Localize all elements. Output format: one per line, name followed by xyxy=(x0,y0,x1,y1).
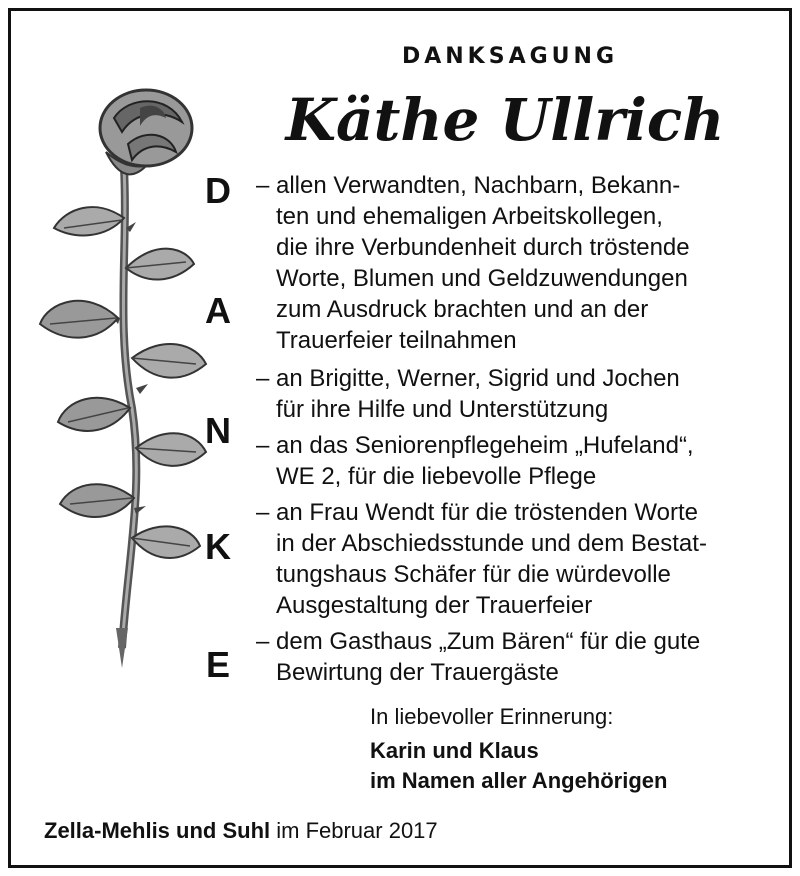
entry-dash: – xyxy=(256,432,270,459)
signature-names: Karin und Klaus xyxy=(370,738,539,763)
entry-line: WE 2, für die liebevolle Pflege xyxy=(276,463,597,490)
notice-heading: DANKSAGUNG xyxy=(401,44,618,69)
thanks-entry-relatives xyxy=(256,170,776,356)
closing-phrase: In liebevoller Erinnerung: xyxy=(370,704,614,729)
entry-dash: – xyxy=(256,499,270,526)
entry-line: für ihre Hilfe und Unterstützung xyxy=(276,396,609,423)
thanks-entry-care-home xyxy=(256,430,776,492)
rose-illustration xyxy=(36,88,216,688)
acrostic-letter-e: E xyxy=(205,644,230,685)
entry-line: zum Ausdruck brachten und an der xyxy=(276,296,649,323)
entry-dash: – xyxy=(256,172,270,199)
acrostic-letter-d: D xyxy=(205,170,231,211)
entry-dash: – xyxy=(256,365,270,392)
acrostic-letter-n: N xyxy=(205,410,231,451)
entry-line: allen Verwandten, Nachbarn, Bekann- xyxy=(276,172,681,199)
entry-line: an Frau Wendt für die tröstenden Worte xyxy=(276,499,699,526)
entry-line: an das Seniorenpflegeheim „Hufeland“, xyxy=(276,432,694,459)
entry-line: tungshaus Schäfer für die würdevolle xyxy=(276,561,671,588)
entry-line: an Brigitte, Werner, Sigrid und Jochen xyxy=(276,365,680,392)
entry-dash: – xyxy=(256,628,270,655)
place-and-date xyxy=(44,818,438,844)
deceased-name: Käthe Ullrich xyxy=(285,86,725,154)
entry-line: in der Abschiedsstunde und dem Bestat- xyxy=(276,530,707,557)
thanks-entry-inn xyxy=(256,626,776,688)
acrostic-letter-k: K xyxy=(205,526,231,567)
thanks-entry-speaker-funeral-home xyxy=(256,497,776,621)
entry-line: Bewirtung der Trauergäste xyxy=(276,659,559,686)
place-name: Zella-Mehlis und Suhl xyxy=(44,818,271,843)
entry-line: Trauerfeier teilnahmen xyxy=(276,327,517,354)
entry-line: ten und ehemaligen Arbeitskollegen, xyxy=(276,203,663,230)
entry-line: dem Gasthaus „Zum Bären“ für die gute xyxy=(276,628,701,655)
thanks-entry-family-friends xyxy=(256,363,776,425)
signature-family: im Namen aller Angehörigen xyxy=(370,768,668,793)
entry-line: die ihre Verbundenheit durch tröstende xyxy=(276,234,690,261)
entry-line: Ausgestaltung der Trauerfeier xyxy=(276,592,593,619)
acrostic-letter-a: A xyxy=(205,290,231,331)
date-text: im Februar 2017 xyxy=(270,818,438,843)
entry-line: Worte, Blumen und Geldzuwendungen xyxy=(276,265,688,292)
